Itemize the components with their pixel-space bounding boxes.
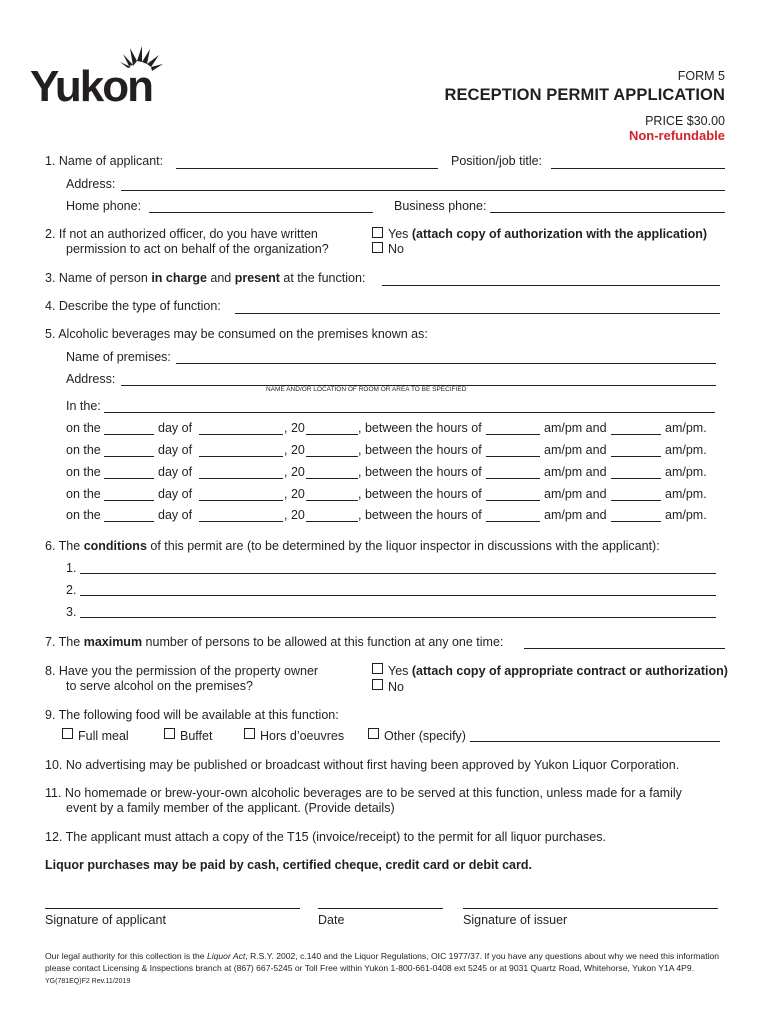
person-in-charge-field[interactable]: [382, 285, 720, 286]
on-the-label: on the: [66, 443, 101, 457]
on-the-label: on the: [66, 421, 101, 435]
day-of-label: day of: [158, 465, 193, 479]
between-hours-label: , between the hours of: [358, 421, 482, 435]
q8-yes-label: Yes (attach copy of appropriate contract or authorization): [388, 664, 728, 678]
issuer-signature-label: Signature of issuer: [463, 913, 568, 927]
q2-yes-label: Yes (attach copy of authorization with the application): [388, 227, 708, 241]
between-hours-label: , between the hours of: [358, 487, 482, 501]
date-row: [0, 487, 770, 507]
date-row: [0, 421, 770, 441]
q2-yes-checkbox[interactable]: [372, 227, 383, 238]
month-field[interactable]: [199, 456, 283, 457]
date-label: Date: [318, 913, 345, 927]
q5-label: 5. Alcoholic beverages may be consumed on the premises known as:: [45, 327, 428, 341]
applicant-signature-label: Signature of applicant: [45, 913, 166, 927]
end-time-field[interactable]: [611, 434, 661, 435]
end-time-field[interactable]: [611, 521, 661, 522]
year-prefix-label: , 20: [284, 465, 305, 479]
buffet-label: Buffet: [180, 729, 213, 743]
in-the-label: In the:: [66, 399, 101, 413]
position-label: Position/job title:: [451, 154, 543, 168]
ampm-end-label: am/pm.: [665, 421, 707, 435]
ampm-and-label: am/pm and: [544, 465, 607, 479]
on-the-label: on the: [66, 465, 101, 479]
day-of-label: day of: [158, 508, 193, 522]
condition-number: 3.: [66, 605, 77, 619]
hors-doeuvres-checkbox[interactable]: [244, 728, 255, 739]
end-time-field[interactable]: [611, 478, 661, 479]
between-hours-label: , between the hours of: [358, 465, 482, 479]
end-time-field[interactable]: [611, 500, 661, 501]
condition-field[interactable]: [80, 617, 716, 618]
q3-label: 3. Name of person in charge and present at the function:: [45, 271, 366, 285]
day-field[interactable]: [104, 478, 154, 479]
start-time-field[interactable]: [486, 434, 540, 435]
month-field[interactable]: [199, 521, 283, 522]
condition-number: 2.: [66, 583, 77, 597]
price: PRICE $30.00: [645, 114, 725, 128]
home-phone-field[interactable]: [149, 212, 373, 213]
full-meal-label: Full meal: [78, 729, 129, 743]
year-field[interactable]: [306, 456, 358, 457]
q9-label: 9. The following food will be available at this function:: [45, 708, 339, 722]
between-hours-label: , between the hours of: [358, 508, 482, 522]
q8-no-label: No: [388, 680, 404, 694]
form-number: FORM 5: [677, 69, 725, 83]
start-time-field[interactable]: [486, 521, 540, 522]
ampm-and-label: am/pm and: [544, 487, 607, 501]
year-prefix-label: , 20: [284, 487, 305, 501]
q4-label: 4. Describe the type of function:: [45, 299, 221, 313]
q2-text-line1: 2. If not an authorized officer, do you have written: [45, 227, 318, 241]
q11-text-line2: event by a family member of the applicant. (Provide details): [66, 801, 395, 815]
q8-yes-checkbox[interactable]: [372, 663, 383, 674]
month-field[interactable]: [199, 478, 283, 479]
day-of-label: day of: [158, 421, 193, 435]
premises-address-label: Address:: [66, 372, 116, 386]
q7-label: 7. The maximum number of persons to be allowed at this function at any one time:: [45, 635, 504, 649]
premises-name-field[interactable]: [176, 363, 716, 364]
condition-field[interactable]: [80, 595, 716, 596]
start-time-field[interactable]: [486, 478, 540, 479]
address-hint: NAME AND/OR LOCATION OF ROOM OR AREA TO BE SPECIFIED: [266, 386, 467, 393]
function-type-field[interactable]: [235, 313, 720, 314]
year-prefix-label: , 20: [284, 443, 305, 457]
on-the-label: on the: [66, 508, 101, 522]
q11-text-line1: 11. No homemade or brew-your-own alcoholic beverages are to be served at this function, unless made for a family: [45, 786, 682, 800]
logo-wordmark: Yukon: [30, 62, 153, 106]
ampm-end-label: am/pm.: [665, 465, 707, 479]
other-food-checkbox[interactable]: [368, 728, 379, 739]
business-phone-label: Business phone:: [394, 199, 487, 213]
between-hours-label: , between the hours of: [358, 443, 482, 457]
form-code: YG(781EQ)F2 Rev.11/2019: [45, 978, 131, 985]
year-field[interactable]: [306, 478, 358, 479]
year-field[interactable]: [306, 434, 358, 435]
year-prefix-label: , 20: [284, 508, 305, 522]
applicant-address-field[interactable]: [121, 190, 725, 191]
q6-label: 6. The conditions of this permit are (to be determined by the liquor inspector in discussions with the applicant):: [45, 539, 660, 553]
applicant-address-label: Address:: [66, 177, 116, 191]
day-of-label: day of: [158, 443, 193, 457]
legal-authority-line1: Our legal authority for this collection is the Liquor Act, R.S.Y. 2002, c.140 and the Liquor Regulations, OIC 1977/37. If you have any questions about why we need this information: [45, 951, 720, 961]
other-food-label: Other (specify): [384, 729, 466, 743]
other-food-field[interactable]: [470, 741, 720, 742]
page-title: RECEPTION PERMIT APPLICATION: [444, 86, 725, 104]
condition-number: 1.: [66, 561, 77, 575]
buffet-checkbox[interactable]: [164, 728, 175, 739]
ampm-and-label: am/pm and: [544, 443, 607, 457]
start-time-field[interactable]: [486, 456, 540, 457]
date-field[interactable]: [318, 908, 443, 909]
year-field[interactable]: [306, 500, 358, 501]
q2-text-line2: permission to act on behalf of the organization?: [66, 242, 329, 256]
home-phone-label: Home phone:: [66, 199, 142, 213]
q8-text-line2: to serve alcohol on the premises?: [66, 679, 253, 693]
date-row: [0, 443, 770, 463]
max-persons-field[interactable]: [524, 648, 725, 649]
year-prefix-label: , 20: [284, 421, 305, 435]
q12-text: 12. The applicant must attach a copy of the T15 (invoice/receipt) to the permit for all liquor purchases.: [45, 830, 606, 844]
day-field[interactable]: [104, 500, 154, 501]
applicant-name-label: 1. Name of applicant:: [45, 154, 164, 168]
date-row: [0, 508, 770, 528]
day-field[interactable]: [104, 521, 154, 522]
issuer-signature-field[interactable]: [463, 908, 718, 909]
yukon-logo: [30, 44, 170, 106]
ampm-end-label: am/pm.: [665, 487, 707, 501]
end-time-field[interactable]: [611, 456, 661, 457]
ampm-and-label: am/pm and: [544, 421, 607, 435]
hors-doeuvres-label: Hors d’oeuvres: [260, 729, 345, 743]
month-field[interactable]: [199, 500, 283, 501]
condition-field[interactable]: [80, 573, 716, 574]
applicant-name-field[interactable]: [176, 168, 438, 169]
month-field[interactable]: [199, 434, 283, 435]
year-field[interactable]: [306, 521, 358, 522]
payment-note: Liquor purchases may be paid by cash, certified cheque, credit card or debit card.: [45, 858, 532, 872]
legal-authority-line2: please contact Licensing & Inspections branch at (867) 667-5245 or Toll Free within Yukon 1-800-661-0408 ext 5245 or at 9031 Quartz Road, Whitehorse, Yukon Y1A 4P9.: [45, 963, 695, 973]
day-field[interactable]: [104, 456, 154, 457]
applicant-signature-field[interactable]: [45, 908, 300, 909]
day-field[interactable]: [104, 434, 154, 435]
ampm-end-label: am/pm.: [665, 508, 707, 522]
date-row: [0, 465, 770, 485]
day-of-label: day of: [158, 487, 193, 501]
premises-name-label: Name of premises:: [66, 350, 171, 364]
ampm-and-label: am/pm and: [544, 508, 607, 522]
non-refundable-note: Non-refundable: [628, 128, 725, 143]
on-the-label: on the: [66, 487, 101, 501]
q10-text: 10. No advertising may be published or broadcast without first having been approved by Yukon Liquor Corporation.: [45, 758, 680, 772]
q8-text-line1: 8. Have you the permission of the property owner: [45, 664, 319, 678]
full-meal-checkbox[interactable]: [62, 728, 73, 739]
q2-no-checkbox[interactable]: [372, 242, 383, 253]
q2-no-label: No: [388, 242, 404, 256]
business-phone-field[interactable]: [490, 212, 725, 213]
start-time-field[interactable]: [486, 500, 540, 501]
position-field[interactable]: [551, 168, 725, 169]
in-the-field[interactable]: [104, 412, 715, 413]
q8-no-checkbox[interactable]: [372, 679, 383, 690]
ampm-end-label: am/pm.: [665, 443, 707, 457]
